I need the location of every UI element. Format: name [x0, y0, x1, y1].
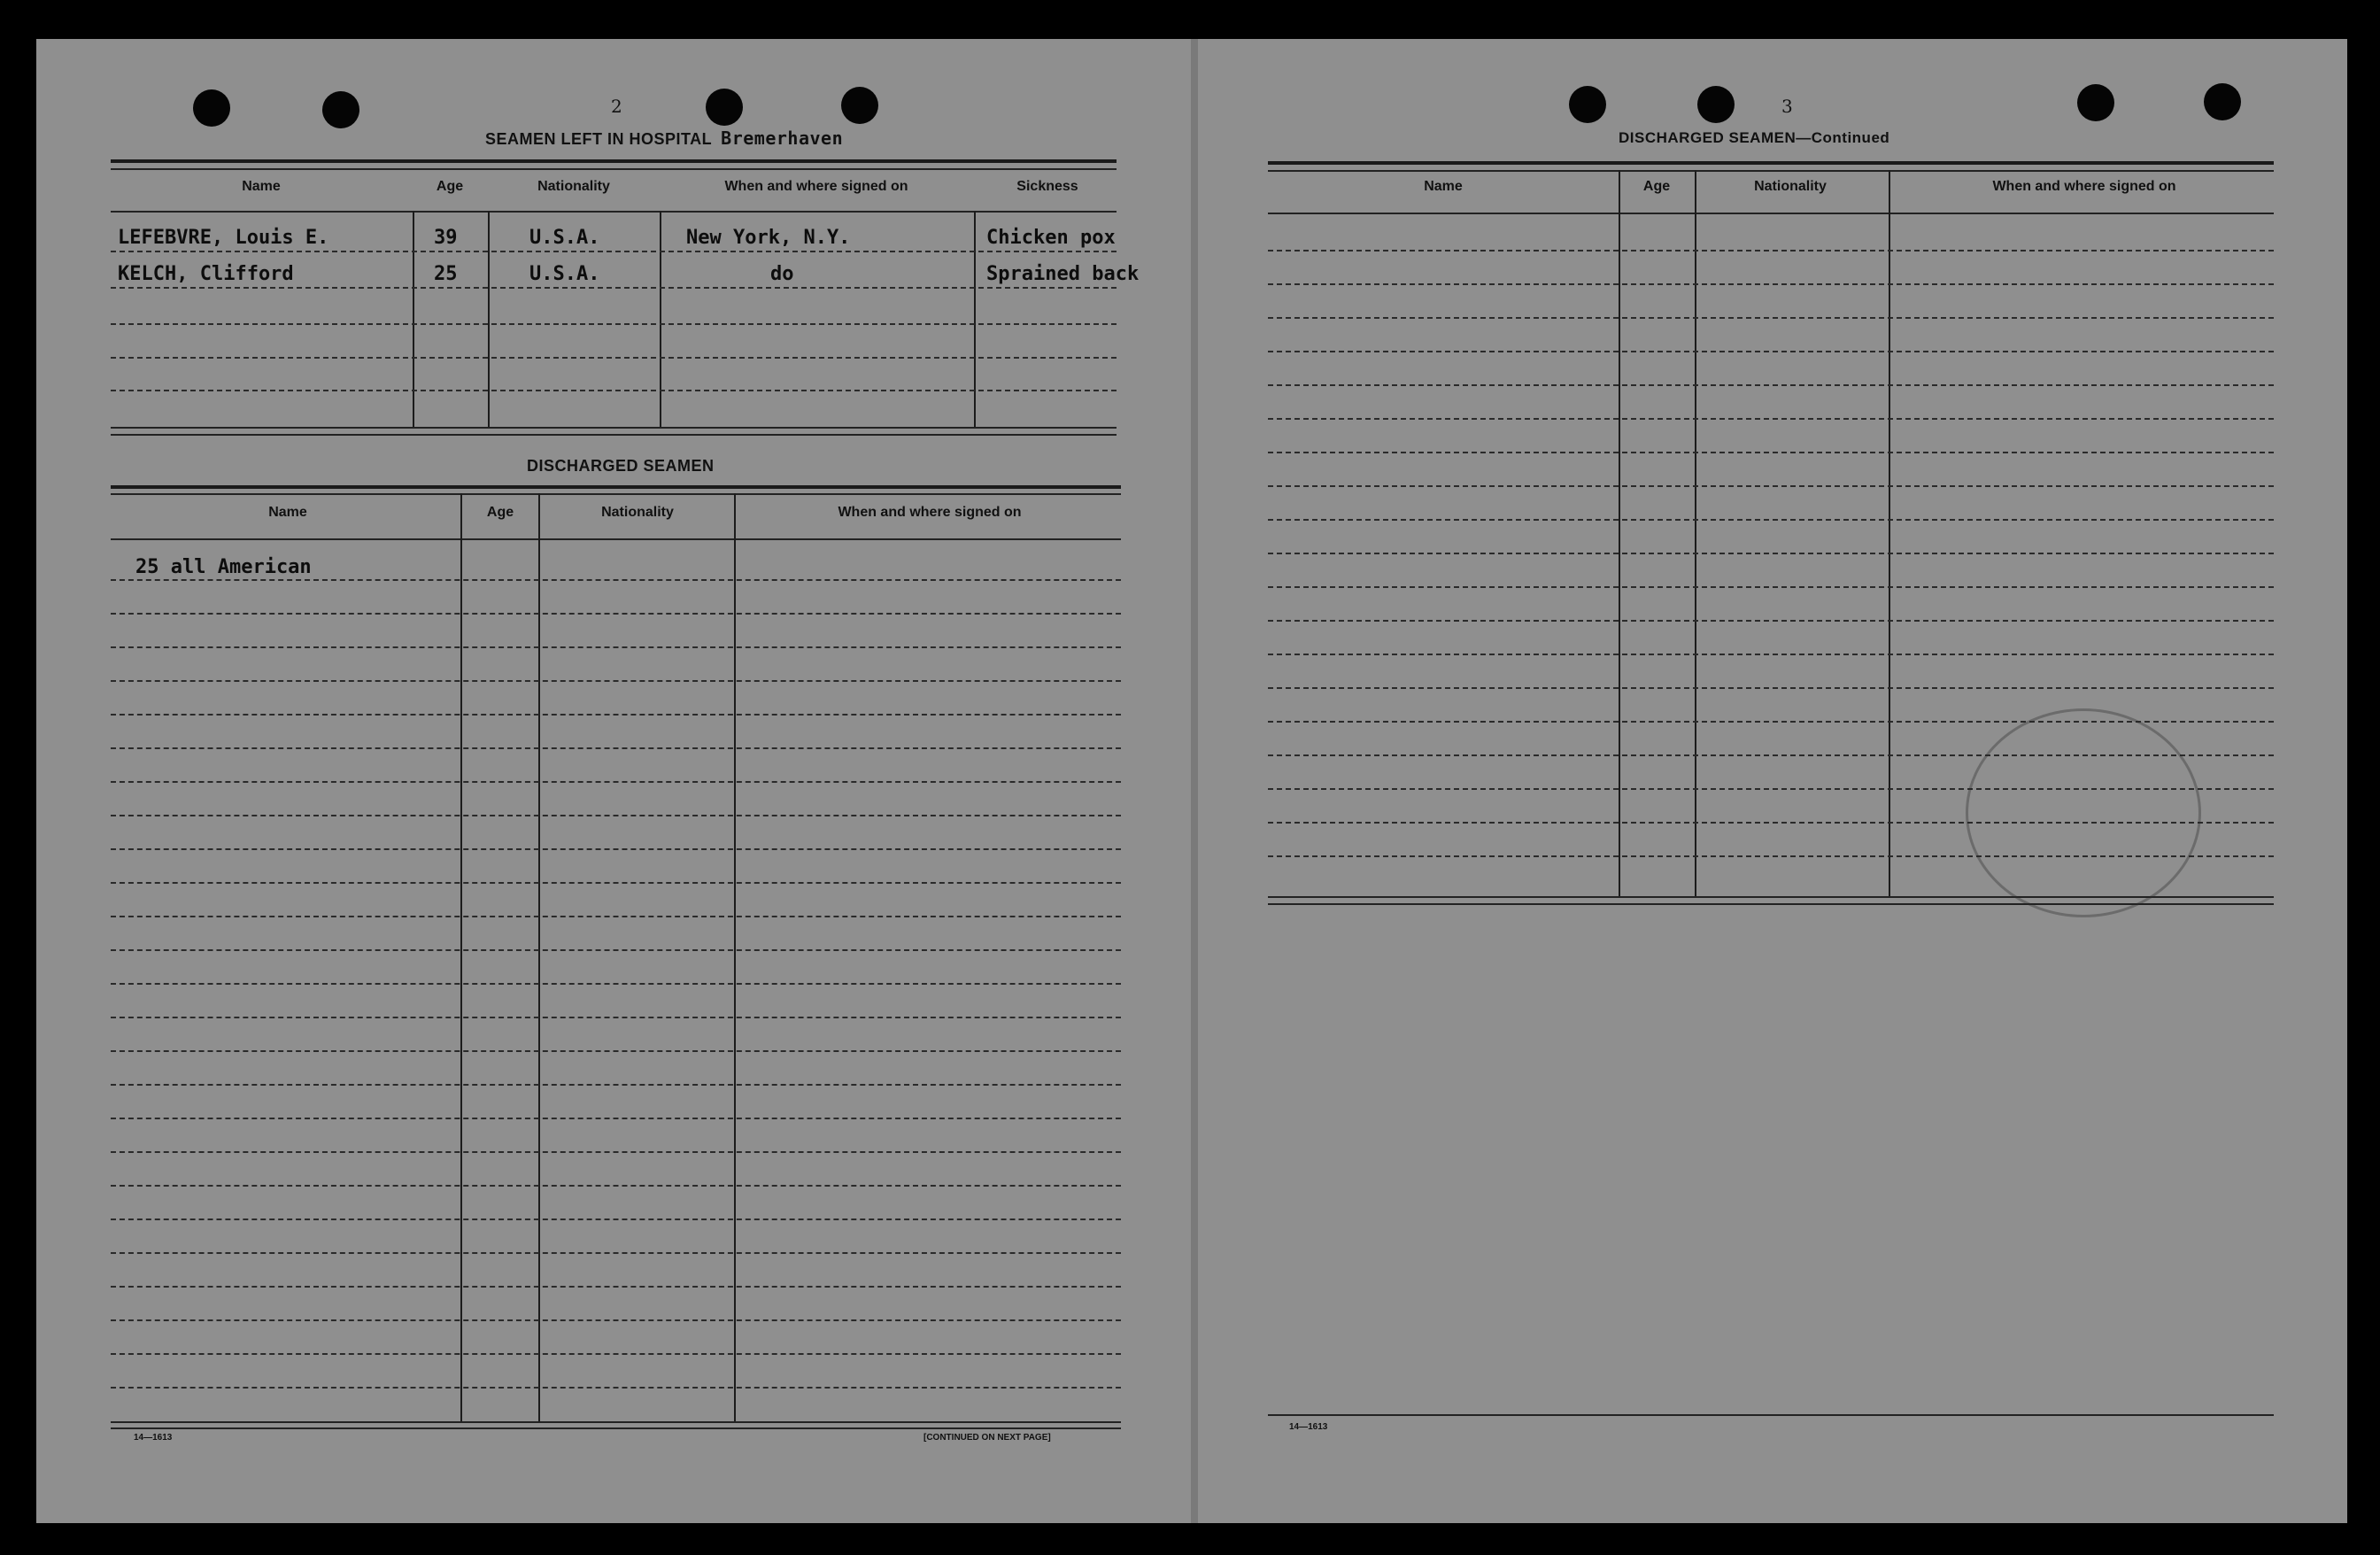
row-rule: [111, 1185, 1121, 1187]
row-rule: [111, 287, 1117, 289]
column-divider: [660, 211, 661, 428]
row-rule: [111, 1050, 1121, 1052]
column-divider: [488, 211, 490, 428]
punch-hole: [1569, 86, 1606, 123]
column-header-name: Name: [1424, 179, 1463, 194]
row-rule: [111, 882, 1121, 884]
hospital-section-title: [485, 128, 843, 149]
hospital-location: Bremerhaven: [721, 128, 844, 149]
table-bottom-rule: [111, 427, 1117, 429]
row-rule: [1268, 586, 2274, 588]
row-rule: [111, 251, 1117, 252]
row-rule: [111, 1286, 1121, 1288]
table-top-rule: [111, 485, 1121, 489]
row-rule: [111, 1084, 1121, 1086]
row-rule: [111, 781, 1121, 783]
row-rule: [111, 983, 1121, 985]
hospital-row-2-signed-on: do: [770, 263, 794, 285]
row-rule: [111, 323, 1117, 325]
column-header-signed-on: When and where signed on: [1992, 179, 2176, 194]
punch-hole: [2204, 83, 2241, 120]
column-header-name: Name: [268, 505, 307, 520]
row-rule: [111, 613, 1121, 615]
row-rule: [111, 1387, 1121, 1389]
row-rule: [111, 1353, 1121, 1355]
form-number-right: 14—1613: [1289, 1422, 1328, 1432]
hospital-row-1-name: LEFEBVRE, Louis E.: [118, 227, 329, 249]
row-rule: [1268, 687, 2274, 689]
hospital-row-1-sickness: Chicken pox: [986, 227, 1116, 249]
punch-hole: [706, 89, 743, 126]
row-rule: [111, 1151, 1121, 1153]
continued-note: [CONTINUED ON NEXT PAGE]: [923, 1433, 1051, 1443]
hospital-row-2-nationality: U.S.A.: [529, 263, 600, 285]
row-rule: [1268, 384, 2274, 386]
column-divider: [974, 211, 976, 428]
column-header-age: Age: [486, 505, 514, 520]
row-rule: [111, 579, 1121, 581]
row-rule: [1268, 452, 2274, 453]
column-divider: [413, 211, 414, 428]
hospital-row-2-name: KELCH, Clifford: [118, 263, 294, 285]
row-rule: [1268, 317, 2274, 319]
row-rule: [111, 1118, 1121, 1119]
table-bottom-rule: [111, 1427, 1121, 1429]
column-divider: [460, 493, 462, 1423]
row-rule: [111, 1218, 1121, 1220]
punch-hole: [841, 87, 878, 124]
table-top-rule: [1268, 161, 2274, 165]
table-bottom-rule: [111, 1421, 1121, 1423]
column-header-name: Name: [242, 179, 281, 194]
table-bottom-rule: [111, 434, 1117, 436]
row-rule: [1268, 553, 2274, 554]
punch-hole: [2077, 84, 2114, 121]
column-header-nationality: Nationality: [601, 505, 674, 520]
row-rule: [111, 680, 1121, 682]
hospital-row-1-age: 39: [434, 227, 458, 249]
header-bottom-rule: [1268, 213, 2274, 214]
column-divider: [538, 493, 540, 1423]
column-header-nationality: Nationality: [1754, 179, 1827, 194]
punch-hole: [322, 91, 359, 128]
page-number-left: 2: [611, 96, 622, 117]
row-rule: [1268, 250, 2274, 251]
row-rule: [1268, 283, 2274, 285]
row-rule: [1268, 654, 2274, 655]
row-rule: [111, 357, 1117, 359]
row-rule: [1268, 519, 2274, 521]
row-rule: [111, 949, 1121, 951]
discharged-entry: 25 all American: [135, 556, 312, 578]
row-rule: [111, 390, 1117, 391]
punch-hole: [1697, 86, 1735, 123]
hospital-row-1-signed-on: New York, N.Y.: [686, 227, 851, 249]
row-rule: [111, 815, 1121, 816]
discharged-section-title: DISCHARGED SEAMEN: [527, 457, 715, 475]
punch-hole: [193, 89, 230, 127]
row-rule: [1268, 485, 2274, 487]
column-header-signed-on: When and where signed on: [838, 505, 1022, 520]
form-number-left: 14—1613: [134, 1433, 173, 1443]
table-top-rule: [111, 168, 1117, 170]
row-rule: [111, 1017, 1121, 1018]
column-divider: [734, 493, 736, 1423]
header-bottom-rule: [111, 211, 1117, 213]
hospital-row-2-sickness: Sprained back: [986, 263, 1140, 285]
row-rule: [1268, 351, 2274, 352]
faded-stamp: [1966, 708, 2201, 917]
column-header-nationality: Nationality: [537, 179, 610, 194]
row-rule: [111, 848, 1121, 850]
row-rule: [1268, 418, 2274, 420]
column-header-age: Age: [1642, 179, 1671, 194]
row-rule: [111, 1319, 1121, 1321]
row-rule: [111, 1252, 1121, 1254]
column-header-age: Age: [436, 179, 464, 194]
hospital-row-2-age: 25: [434, 263, 458, 285]
hospital-title-text: SEAMEN LEFT IN HOSPITAL: [485, 130, 713, 148]
table-top-rule: [1268, 170, 2274, 172]
table-top-rule: [111, 159, 1117, 163]
hospital-row-1-nationality: U.S.A.: [529, 227, 600, 249]
header-bottom-rule: [111, 538, 1121, 540]
column-header-signed-on: When and where signed on: [724, 179, 908, 194]
row-rule: [111, 747, 1121, 749]
table-top-rule: [111, 493, 1121, 495]
row-rule: [111, 714, 1121, 716]
page-number-right: 3: [1781, 96, 1793, 117]
row-rule: [1268, 620, 2274, 622]
page-fold: [1191, 39, 1198, 1523]
column-header-sickness: Sickness: [1016, 179, 1078, 194]
row-rule: [111, 646, 1121, 648]
footer-rule: [1268, 1414, 2274, 1416]
row-rule: [111, 916, 1121, 917]
discharged-continued-title: DISCHARGED SEAMEN—Continued: [1619, 129, 1890, 146]
